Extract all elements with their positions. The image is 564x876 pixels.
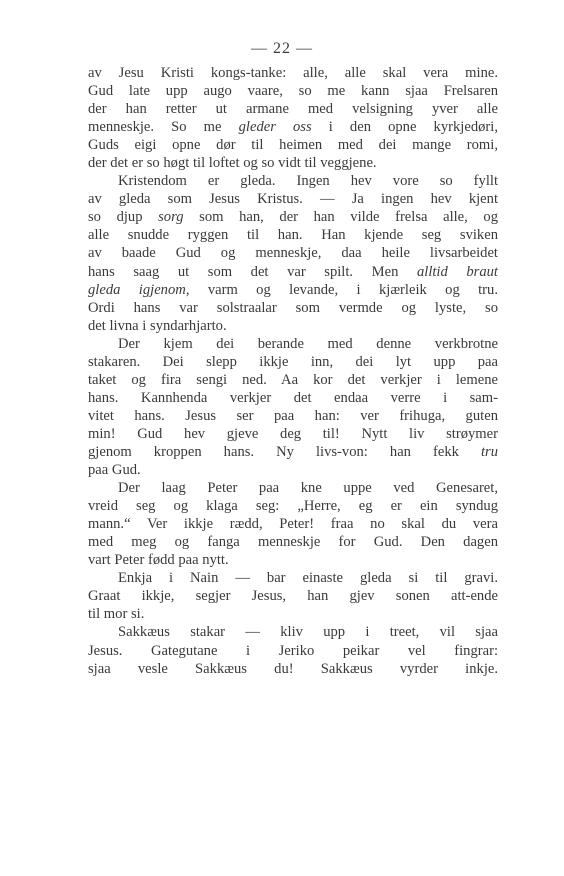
text-line: med meg og fanga menneskje for Gud. Den dagen bbox=[88, 534, 498, 551]
emphasis: sorg bbox=[158, 209, 184, 226]
text-line: Der laag Peter paa kne uppe ved Genesaret, bbox=[118, 480, 498, 497]
emphasis: gleda igjenom bbox=[88, 281, 186, 298]
text-line: vitet hans. Jesus ser paa han: ver frihuga, guten bbox=[88, 407, 498, 424]
text-line: hans saag ut som det var spilt. Men alltid braut bbox=[88, 263, 498, 280]
text-line: gleda igjenom, varm og levande, i kjærleik og tru. bbox=[88, 281, 498, 298]
text-line: der det er so høgt til loftet og so vidt til veggjene. bbox=[88, 155, 377, 172]
text-line: stakaren. Dei slepp ikkje inn, dei lyt upp paa bbox=[88, 353, 498, 370]
text-line: Sakkæus stakar — kliv upp i treet, vil sjaa bbox=[118, 624, 498, 641]
text-line: Graat ikkje, segjer Jesus, han gjev sonen att-ende bbox=[88, 588, 498, 605]
text-line: av gleda som Jesus Kristus. — Ja ingen hev kjent bbox=[88, 191, 498, 208]
text-line: Guds eigi opne dør til heimen med dei mange romi, bbox=[88, 137, 498, 154]
text-line: Kristendom er gleda. Ingen hev vore so fyllt bbox=[118, 173, 498, 190]
text-line: vart Peter fødd paa nytt. bbox=[88, 552, 229, 569]
text-line: mann.“ Ver ikkje rædd, Peter! fraa no skal du vera bbox=[88, 516, 498, 533]
text-line: Der kjem dei berande med denne verkbrotne bbox=[118, 335, 498, 352]
text-line: taket og fira sengi ned. Aa kor det verkjer i lemene bbox=[88, 371, 498, 388]
text-line: vreid seg og klaga seg: „Herre, eg er ein syndug bbox=[88, 498, 498, 515]
emphasis: alltid braut bbox=[416, 263, 498, 280]
emphasis: gleder oss bbox=[238, 119, 312, 136]
text-line: gjenom kroppen hans. Ny livs-von: han fekk tru bbox=[88, 443, 498, 460]
text-line: det livna i syndarhjarto. bbox=[88, 317, 227, 334]
text-line: min! Gud hev gjeve deg til! Nytt liv strøymer bbox=[88, 425, 498, 442]
text-line: til mor si. bbox=[88, 606, 145, 623]
text-line: sjaa vesle Sakkæus du! Sakkæus vyrder inkje. bbox=[88, 660, 498, 677]
text-line: der han retter ut armane med velsigning yver alle bbox=[88, 101, 498, 118]
body-text bbox=[88, 64, 498, 678]
text-line: Enkja i Nain — bar einaste gleda si til gravi. bbox=[118, 570, 498, 587]
text-line: paa Gud. bbox=[88, 462, 141, 479]
emphasis: tru bbox=[480, 443, 498, 460]
text-line: Gud late upp augo vaare, so me kann sjaa Frelsaren bbox=[88, 83, 498, 100]
text-line: av baade Gud og menneskje, daa heile livsarbeidet bbox=[88, 245, 498, 262]
text-line: Jesus. Gategutane i Jeriko peikar vel fingrar: bbox=[88, 642, 498, 659]
page-number: — 22 — bbox=[251, 40, 313, 57]
text-line: alle snudde ryggen til han. Han kjende seg sviken bbox=[88, 227, 498, 244]
text-line: Ordi hans var solstraalar som vermde og lyste, so bbox=[88, 299, 498, 316]
text-line: av Jesu Kristi kongs-tanke: alle, alle skal vera mine. bbox=[88, 65, 498, 81]
text-line: hans. Kannhenda verkjer det endaa verre i sam- bbox=[88, 389, 498, 406]
text-line: so djup sorg som han, der han vilde frelsa alle, og bbox=[88, 209, 498, 226]
text-line: menneskje. So me gleder oss i den opne kyrkjedøri, bbox=[88, 119, 498, 136]
